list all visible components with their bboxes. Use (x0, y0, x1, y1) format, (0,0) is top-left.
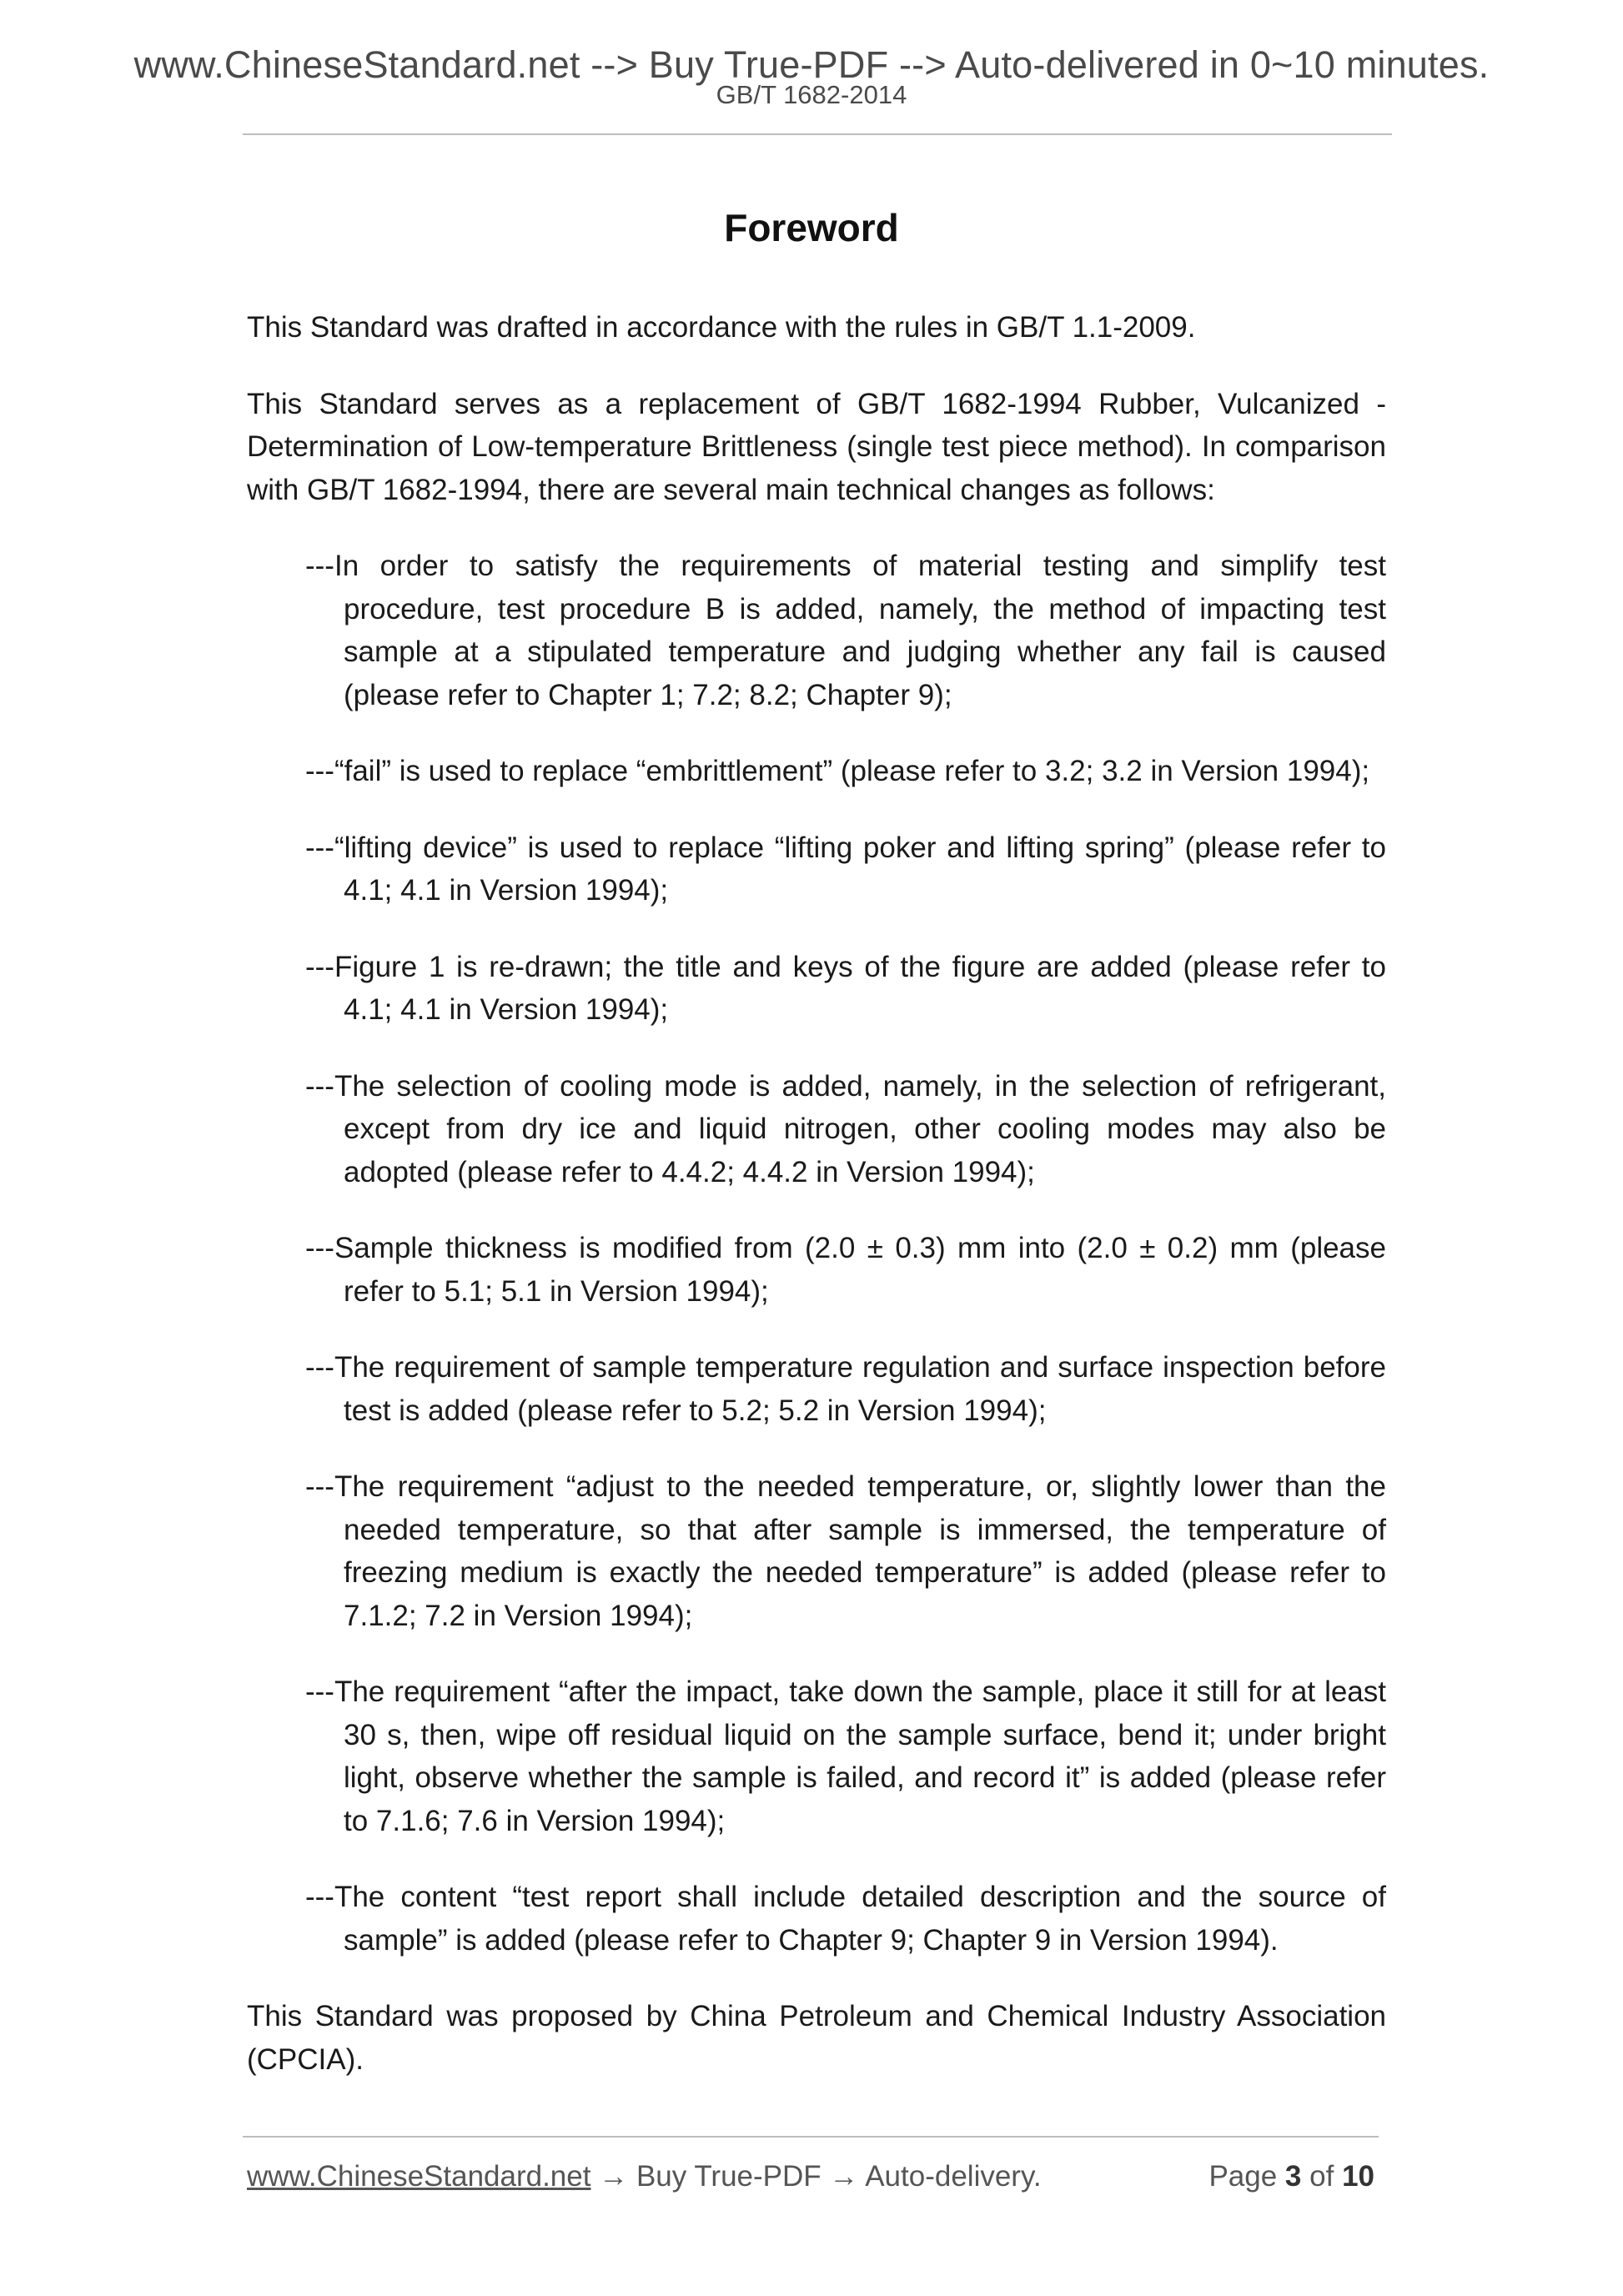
page-indicator (1208, 2160, 1374, 2193)
footer-promo (247, 2160, 1042, 2193)
change-item: ---The selection of cooling mode is added, namely, in the selection of refrigerant, except from dry ice and liquid nitrogen, other cooling modes may also be adopted (please refer to 4.4.2; 4.4.2 in Version 1994); (305, 1069, 1386, 1188)
change-item: ---The requirement of sample temperature regulation and surface inspection before test is added (please refer to 5.2; 5.2 in Version 1994); (305, 1351, 1386, 1427)
change-item: ---Sample thickness is modified from (2.0 ± 0.3) mm into (2.0 ± 0.2) mm (please refer to 5.1; 5.1 in Version 1994); (305, 1232, 1386, 1308)
replacement-paragraph: This Standard serves as a replacement of GB/T 1682-1994 Rubber, Vulcanized - Determination of Low-temperature Brittleness (single test piece method). In comparison with GB/T 1682-1994, there are several main technical changes as follows: (247, 387, 1386, 506)
arrow-right-icon: → (599, 2160, 629, 2193)
change-item: ---“lifting device” is used to replace “lifting poker and lifting spring” (please refer to 4.1; 4.1 in Version 1994); (305, 831, 1386, 907)
foreword-body (247, 306, 1386, 2114)
page-of-label: of (1309, 2160, 1334, 2193)
footer-divider (243, 2136, 1379, 2138)
change-item: ---The content “test report shall include detailed description and the source of sample” is added (please refer to Chapter 9; Chapter 9 in Version 1994). (305, 1881, 1386, 1957)
change-item: ---“fail” is used to replace “embrittlement” (please refer to 3.2; 3.2 in Version 1994); (305, 755, 1370, 787)
arrow-right-icon: → (829, 2160, 859, 2193)
page-label: Page (1208, 2160, 1278, 2193)
header-divider (243, 133, 1392, 135)
change-item: ---The requirement “adjust to the needed temperature, or, slightly lower than the needed temperature, so that after sample is immersed, the temperature of freezing medium is exactly the needed temperature” is added (please refer to 7.1.2; 7.2 in Version 1994); (305, 1470, 1386, 1632)
change-item: ---Figure 1 is re-drawn; the title and keys of the figure are added (please refer to 4.1; 4.1 in Version 1994); (305, 950, 1386, 1026)
site-banner: www.ChineseStandard.net --> Buy True-PDF --> Auto-delivered in 0~10 minutes. (133, 43, 1490, 86)
change-item: ---In order to satisfy the requirements of material testing and simplify test procedure, test procedure B is added, namely, the method of impacting test sample at a stipulated temperature and judging whether any fail is caused (please refer to Chapter 1; 7.2; 8.2; Chapter 9); (305, 550, 1386, 711)
site-link[interactable]: www.ChineseStandard.net (247, 2160, 591, 2193)
standard-code: GB/T 1682-2014 (716, 80, 907, 109)
page-title: Foreword (724, 206, 899, 249)
delivery-text: Auto-delivery. (865, 2160, 1042, 2193)
drafting-rules-paragraph: This Standard was drafted in accordance with the rules in GB/T 1.1-2009. (247, 311, 1196, 344)
proposer-paragraph: This Standard was proposed by China Petroleum and Chemical Industry Association (CPCIA). (247, 2000, 1386, 2076)
change-item: ---The requirement “after the impact, take down the sample, place it still for at least 30 s, then, wipe off residual liquid on the sample surface, bend it; under bright light, observe whether the sample is failed, and record it” is added (please refer to 7.1.6; 7.6 in Version 1994); (305, 1676, 1386, 1837)
buy-text: Buy True-PDF (636, 2160, 822, 2193)
current-page-number: 3 (1284, 2160, 1302, 2193)
total-pages-number: 10 (1342, 2160, 1374, 2193)
